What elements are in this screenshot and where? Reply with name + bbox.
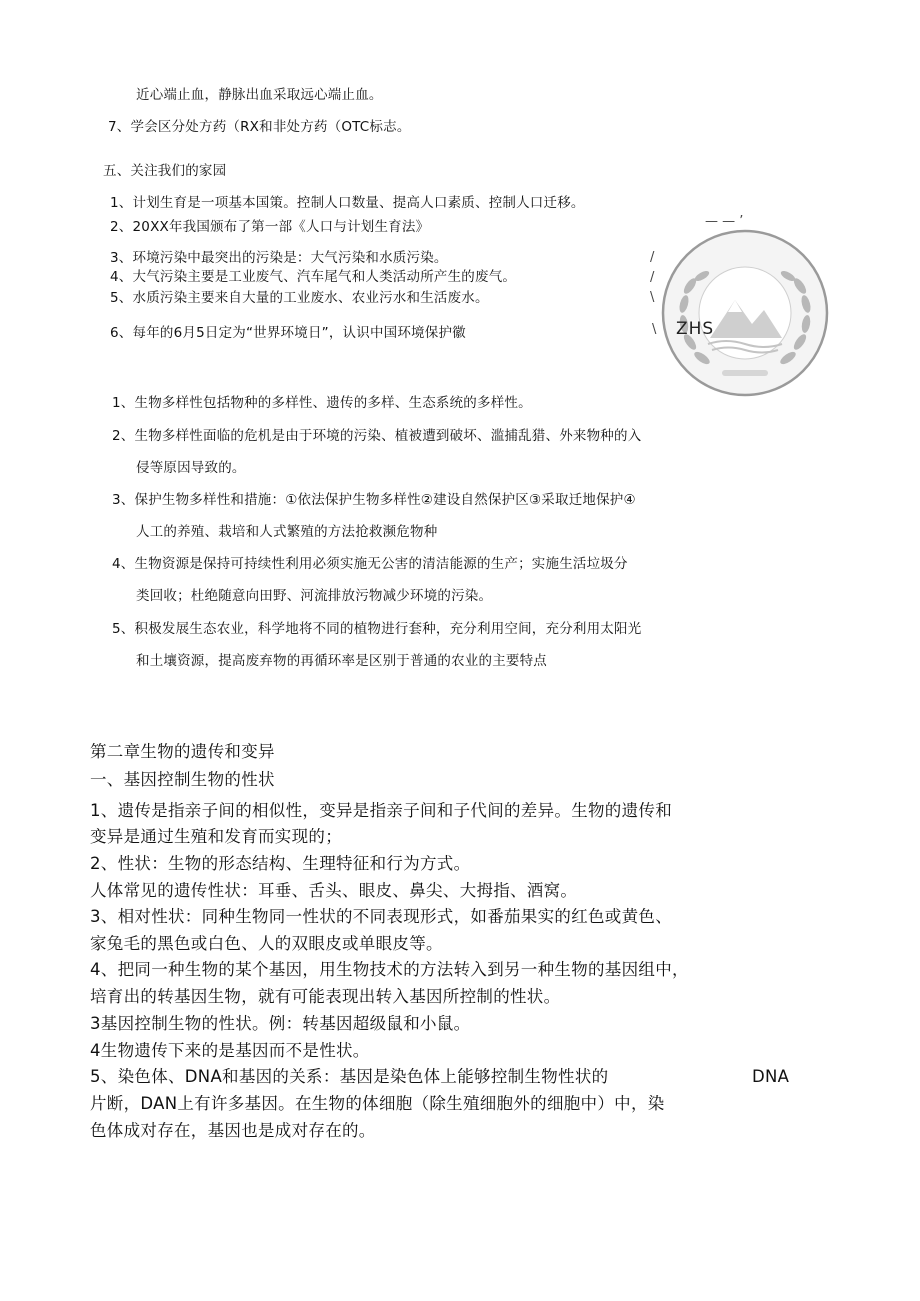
text-line: 5、染色体、DNA和基因的关系：基因是染色体上能够控制生物性状的: [90, 1067, 609, 1086]
text-line: 4生物遗传下来的是基因而不是性状。: [90, 1041, 370, 1060]
text-line: 类回收；杜绝随意向田野、河流排放污物减少环境的污染。: [136, 588, 493, 604]
text-line: 3、保护生物多样性和措施：①依法保护生物多样性②建设自然保护区③采取迁地保护④: [112, 492, 636, 508]
list-item: 2、20XX年我国颁布了第一部《人口与计划生育法》: [110, 219, 430, 235]
scan-mark: \: [650, 290, 655, 305]
text-line: 近心端止血，静脉出血采取远心端止血。: [136, 87, 383, 103]
chapter-title: 第二章生物的遗传和变异: [90, 742, 275, 761]
text-line: 人体常见的遗传性状：耳垂、舌头、眼皮、鼻尖、大拇指、酒窝。: [90, 881, 578, 900]
text-line: 1、生物多样性包括物种的多样性、遗传的多样、生态系统的多样性。: [112, 395, 532, 411]
emblem-label: ZHS: [676, 319, 715, 339]
text-line: 片断，DAN上有许多基因。在生物的体细胞（除生殖细胞外的细胞中）中，染: [90, 1094, 665, 1113]
scan-mark: /: [650, 250, 655, 265]
text-line: 5、积极发展生态农业，科学地将不同的植物进行套种，充分利用空间，充分利用太阳光: [112, 621, 642, 637]
text-line: 3基因控制生物的性状。例：转基因超级鼠和小鼠。: [90, 1014, 471, 1033]
text-line: 2、性状：生物的形态结构、生理特征和行为方式。: [90, 854, 471, 873]
text-line: 色体成对存在，基因也是成对存在的。: [90, 1121, 376, 1140]
text-line: DNA: [752, 1067, 790, 1086]
text-line: 3、相对性状：同种生物同一性状的不同表现形式，如番茄果实的红色或黄色、: [90, 907, 672, 926]
section-heading: 一、基因控制生物的性状: [90, 770, 275, 789]
list-item: 5、水质污染主要来自大量的工业废水、农业污水和生活废水。: [110, 290, 489, 306]
list-item: 1、计划生育是一项基本国策。控制人口数量、提高人口素质、控制人口迁移。: [110, 195, 585, 211]
text-line: 变异是通过生殖和发育而实现的；: [90, 827, 342, 846]
scan-mark: \: [652, 322, 657, 337]
list-item: 3、环境污染中最突出的污染是：大气污染和水质污染。: [110, 250, 448, 266]
text-line: 4、生物资源是保持可持续性利用必须实施无公害的清洁能源的生产；实施生活垃圾分: [112, 556, 628, 572]
text-line: 7、学会区分处方药（RX和非处方药（OTC标志。: [108, 119, 411, 135]
list-item: 4、大气污染主要是工业废气、汽车尾气和人类活动所产生的废气。: [110, 269, 517, 285]
text-line: 家兔毛的黑色或白色、人的双眼皮或单眼皮等。: [90, 934, 443, 953]
scan-mark: /: [650, 270, 655, 285]
text-line: 2、生物多样性面临的危机是由于环境的污染、植被遭到破坏、滥捕乱猎、外来物种的入: [112, 428, 642, 444]
environment-emblem-icon: [660, 228, 830, 398]
text-line: 4、把同一种生物的某个基因，用生物技术的方法转入到另一种生物的基因组中，: [90, 960, 689, 979]
text-line: 和土壤资源，提高废弃物的再循环率是区别于普通的农业的主要特点: [136, 653, 547, 669]
scan-mark: — — ’: [705, 214, 744, 229]
text-line: 人工的养殖、栽培和人式繁殖的方法抢救濒危物种: [136, 524, 438, 540]
text-line: 1、遗传是指亲子间的相似性，变异是指亲子间和子代间的差异。生物的遗传和: [90, 801, 672, 820]
list-item: 6、每年的6月5日定为“世界环境日”，认识中国环境保护徽: [110, 325, 466, 341]
section-heading: 五、关注我们的家园: [103, 163, 227, 179]
text-line: 培育出的转基因生物，就有可能表现出转入基因所控制的性状。: [90, 987, 561, 1006]
text-line: 侵等原因导致的。: [136, 460, 246, 476]
